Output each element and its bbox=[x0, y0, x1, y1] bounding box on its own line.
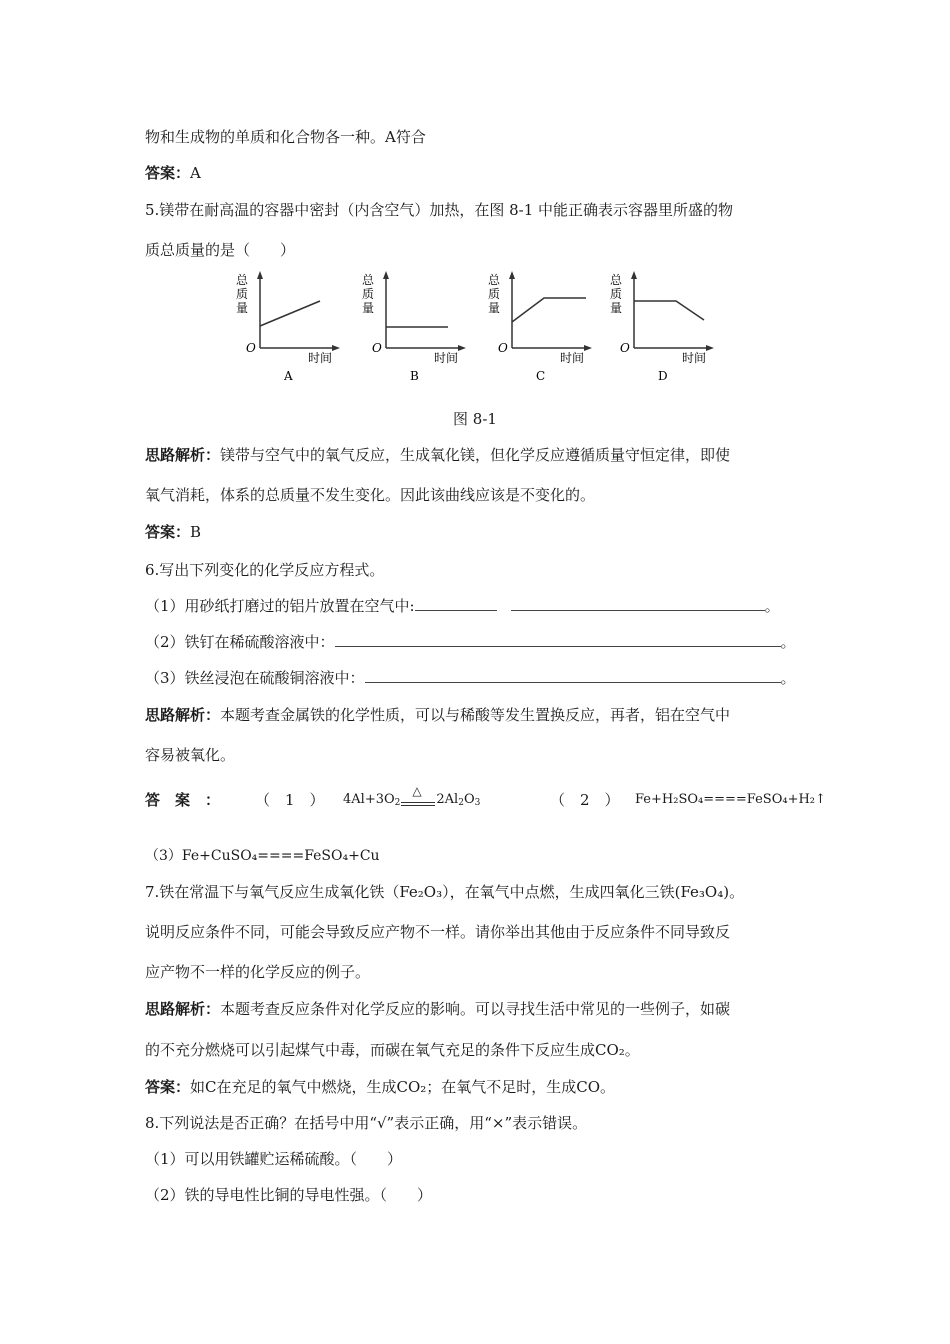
blank[interactable] bbox=[365, 668, 781, 683]
answer-line bbox=[145, 163, 201, 183]
analysis-text: 本题考查反应条件对化学反应的影响。可以寻找生活中常见的一些例子，如碳 bbox=[220, 1000, 731, 1018]
question-5-line-2: 质总质量的是（ ） bbox=[145, 241, 296, 259]
curve-c bbox=[512, 298, 586, 322]
answer-label: 答案： bbox=[145, 1078, 191, 1096]
prompt: （2）铁钉在稀硫酸溶液中： bbox=[145, 633, 335, 651]
option-label: A bbox=[284, 369, 293, 383]
ylabel-char: 总 bbox=[610, 273, 623, 287]
ylabel-char: 量 bbox=[362, 301, 375, 315]
analysis-text: 本题考查金属铁的化学性质，可以与稀酸等发生置换反应，再者，铝在空气中 bbox=[220, 706, 731, 724]
prompt: （3）铁丝浸泡在硫酸铜溶液中： bbox=[145, 669, 365, 687]
answer-label: 答案： bbox=[145, 523, 191, 541]
graph-d bbox=[610, 271, 714, 383]
xlabel: 时间 bbox=[560, 351, 585, 365]
ylabel-char: 质 bbox=[362, 287, 375, 301]
text-line: 物和生成物的单质和化合物各一种。A符合 bbox=[145, 128, 426, 146]
question-7-line-1: 7.铁在常温下与氧气反应生成氧化铁（Fe₂O₃），在氧气中点燃，生成四氧化三铁(Fe₃O₄)。 bbox=[145, 883, 745, 901]
answer-label: 答案： bbox=[145, 164, 191, 182]
option-label: B bbox=[410, 369, 419, 383]
analysis-label: 思路解析： bbox=[145, 1000, 221, 1018]
graph-c bbox=[488, 271, 592, 383]
origin-label: O bbox=[620, 341, 630, 355]
ylabel-char: 量 bbox=[488, 301, 501, 315]
xlabel: 时间 bbox=[682, 351, 707, 365]
ylabel-char: 总 bbox=[236, 273, 249, 287]
question-5-line-1: 5.镁带在耐高温的容器中密封（内含空气）加热，在图 8-1 中能正确表示容器里所盛的物 bbox=[145, 201, 734, 219]
ylabel-char: 质 bbox=[488, 287, 501, 301]
punctuation: 。 bbox=[764, 597, 780, 615]
answer-value: A bbox=[190, 164, 201, 182]
origin-label: O bbox=[498, 341, 508, 355]
xlabel: 时间 bbox=[308, 351, 333, 365]
analysis-line bbox=[145, 705, 730, 725]
figure-8-1 bbox=[228, 270, 728, 388]
answer-6-3: （3）Fe+CuSO₄====FeSO₄+Cu bbox=[145, 848, 380, 864]
equation-1: $4Al+3O_2$ △ $2Al_2O_3$ bbox=[343, 784, 481, 808]
answer-value: 如C在充足的氧气中燃烧，生成CO₂；在氧气不足时，生成CO。 bbox=[190, 1078, 616, 1096]
curve-a bbox=[260, 301, 320, 326]
analysis-line bbox=[145, 445, 730, 465]
ylabel-char: 量 bbox=[236, 301, 249, 315]
origin-label: O bbox=[372, 341, 382, 355]
question-6-2 bbox=[145, 632, 796, 652]
graph-a bbox=[236, 271, 340, 383]
graphs-svg bbox=[228, 270, 728, 388]
question-7-line-3: 应产物不一样的化学反应的例子。 bbox=[145, 963, 371, 981]
question-8-1: （1）可以用铁罐贮运稀硫酸。（ ） bbox=[145, 1150, 403, 1168]
ylabel-char: 质 bbox=[610, 287, 623, 301]
analysis-text: 镁带与空气中的氧气反应，生成氧化镁，但化学反应遵循质量守恒定律，即使 bbox=[220, 446, 731, 464]
question-6-3 bbox=[145, 668, 796, 688]
blank[interactable] bbox=[415, 596, 497, 611]
item-number: （ 1 ） bbox=[255, 791, 325, 809]
answer-label: 答 案 ： bbox=[145, 791, 221, 809]
answer-6-line bbox=[145, 784, 826, 810]
prompt: （1）用砂纸打磨过的铝片放置在空气中: bbox=[145, 597, 415, 615]
analysis-label: 思路解析： bbox=[145, 446, 221, 464]
answer-line bbox=[145, 522, 201, 542]
reaction-condition: △ bbox=[400, 790, 436, 810]
blank[interactable] bbox=[511, 596, 765, 611]
ylabel-char: 总 bbox=[488, 273, 501, 287]
option-label: D bbox=[658, 369, 668, 383]
origin-label: O bbox=[246, 341, 256, 355]
question-7-line-2: 说明反应条件不同，可能会导致反应产物不一样。请你举出其他由于反应条件不同导致反 bbox=[145, 923, 731, 941]
xlabel: 时间 bbox=[434, 351, 459, 365]
analysis-line: 的不充分燃烧可以引起煤气中毒，而碳在氧气充足的条件下反应生成CO₂。 bbox=[145, 1041, 640, 1059]
analysis-line: 氧气消耗，体系的总质量不发生变化。因此该曲线应该是不变化的。 bbox=[145, 486, 596, 504]
analysis-label: 思路解析： bbox=[145, 706, 221, 724]
analysis-line bbox=[145, 999, 730, 1019]
question-8-2: （2）铁的导电性比铜的导电性强。（ ） bbox=[145, 1186, 433, 1204]
curve-d bbox=[634, 301, 704, 320]
question-8: 8.下列说法是否正确？在括号中用“√”表示正确，用“×”表示错误。 bbox=[145, 1114, 588, 1132]
figure-caption: 图 8-1 bbox=[453, 410, 497, 428]
ylabel-char: 量 bbox=[610, 301, 623, 315]
option-label: C bbox=[536, 369, 546, 383]
equation-2: Fe+H₂SO₄====FeSO₄+H₂↑ bbox=[635, 792, 826, 807]
blank[interactable] bbox=[335, 632, 781, 647]
punctuation: 。 bbox=[780, 633, 796, 651]
question-6: 6.写出下列变化的化学反应方程式。 bbox=[145, 561, 385, 579]
question-6-1 bbox=[145, 596, 780, 616]
analysis-line: 容易被氧化。 bbox=[145, 746, 236, 764]
answer-line bbox=[145, 1077, 615, 1097]
ylabel-char: 总 bbox=[362, 273, 375, 287]
item-number: （ 2 ） bbox=[550, 791, 620, 809]
punctuation: 。 bbox=[780, 669, 796, 687]
answer-value: B bbox=[190, 523, 202, 541]
ylabel-char: 质 bbox=[236, 287, 249, 301]
graph-b bbox=[362, 271, 466, 383]
